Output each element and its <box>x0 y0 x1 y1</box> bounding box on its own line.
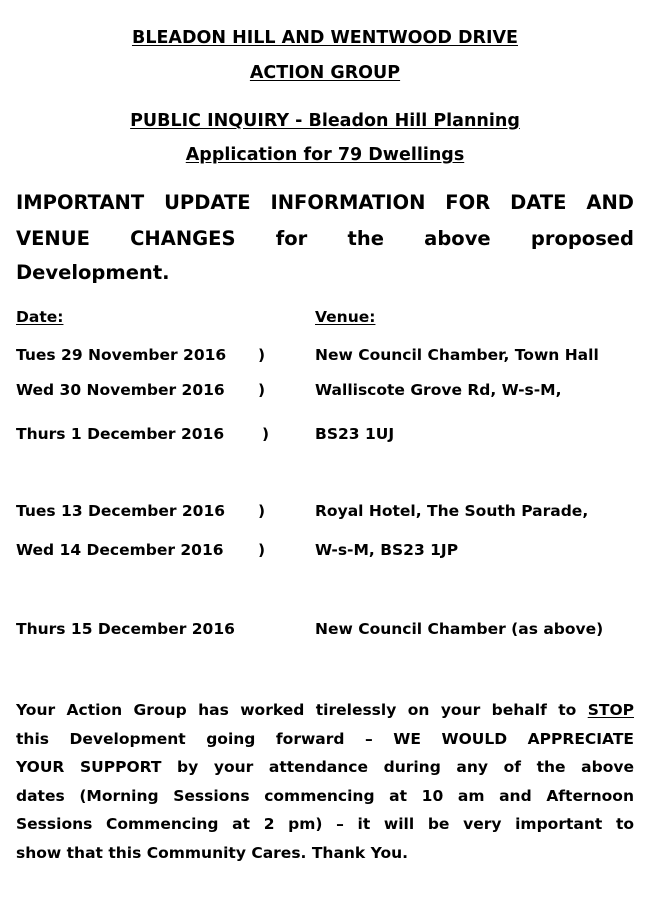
schedule-venue: BS23 1UJ <box>315 425 395 443</box>
schedule-date: Tues 13 December 2016 <box>16 502 226 520</box>
closing-line-1 <box>16 696 634 725</box>
schedule-bracket: ) <box>258 381 266 399</box>
schedule-date: Wed 30 November 2016 <box>16 381 225 399</box>
schedule-date: Thurs 1 December 2016 <box>16 425 225 443</box>
closing-text: Your Action Group has worked tirelessly on your behalf to <box>16 701 577 719</box>
schedule-venue: New Council Chamber (as above) <box>315 620 604 638</box>
important-notice-line-2: VENUE CHANGES for the above proposed <box>16 227 634 250</box>
closing-line-4: dates (Morning Sessions commencing at 10 am and Afternoon <box>16 786 634 805</box>
venue-column-label: Venue: <box>315 308 376 326</box>
important-notice-line-1: IMPORTANT UPDATE INFORMATION FOR DATE AND <box>16 191 634 214</box>
closing-line-3: YOUR SUPPORT by your attendance during any of the above <box>16 758 634 776</box>
closing-paragraph <box>16 696 634 867</box>
title-line-1: BLEADON HILL AND WENTWOOD DRIVE <box>131 28 519 48</box>
schedule-bracket: ) <box>262 425 270 443</box>
date-column-label: Date: <box>16 308 64 326</box>
closing-line-2: this Development going forward – WE WOULD APPRECIATE <box>16 729 634 748</box>
stop-emphasis: STOP <box>587 701 634 719</box>
closing-line-5: Sessions Commencing at 2 pm) – it will be very important to <box>16 815 634 833</box>
schedule-date: Tues 29 November 2016 <box>16 346 227 364</box>
subtitle-line-1: PUBLIC INQUIRY - Bleadon Hill Planning <box>130 111 520 131</box>
schedule-venue: Walliscote Grove Rd, W-s-M, <box>315 381 562 399</box>
subtitle-line-2: Application for 79 Dwellings <box>185 145 465 165</box>
schedule-venue: New Council Chamber, Town Hall <box>315 346 599 364</box>
schedule-venue: Royal Hotel, The South Parade, <box>315 502 589 520</box>
schedule-date: Wed 14 December 2016 <box>16 541 224 559</box>
schedule-date: Thurs 15 December 2016 <box>16 620 235 638</box>
title-line-2: ACTION GROUP <box>249 63 401 83</box>
schedule-bracket: ) <box>258 541 266 559</box>
closing-line-6: show that this Community Cares. Thank You. <box>16 843 409 862</box>
schedule-venue: W-s-M, BS23 1JP <box>315 541 459 559</box>
important-notice-line-3: Development. <box>16 261 170 284</box>
schedule-bracket: ) <box>258 502 266 520</box>
schedule-bracket: ) <box>258 346 266 364</box>
